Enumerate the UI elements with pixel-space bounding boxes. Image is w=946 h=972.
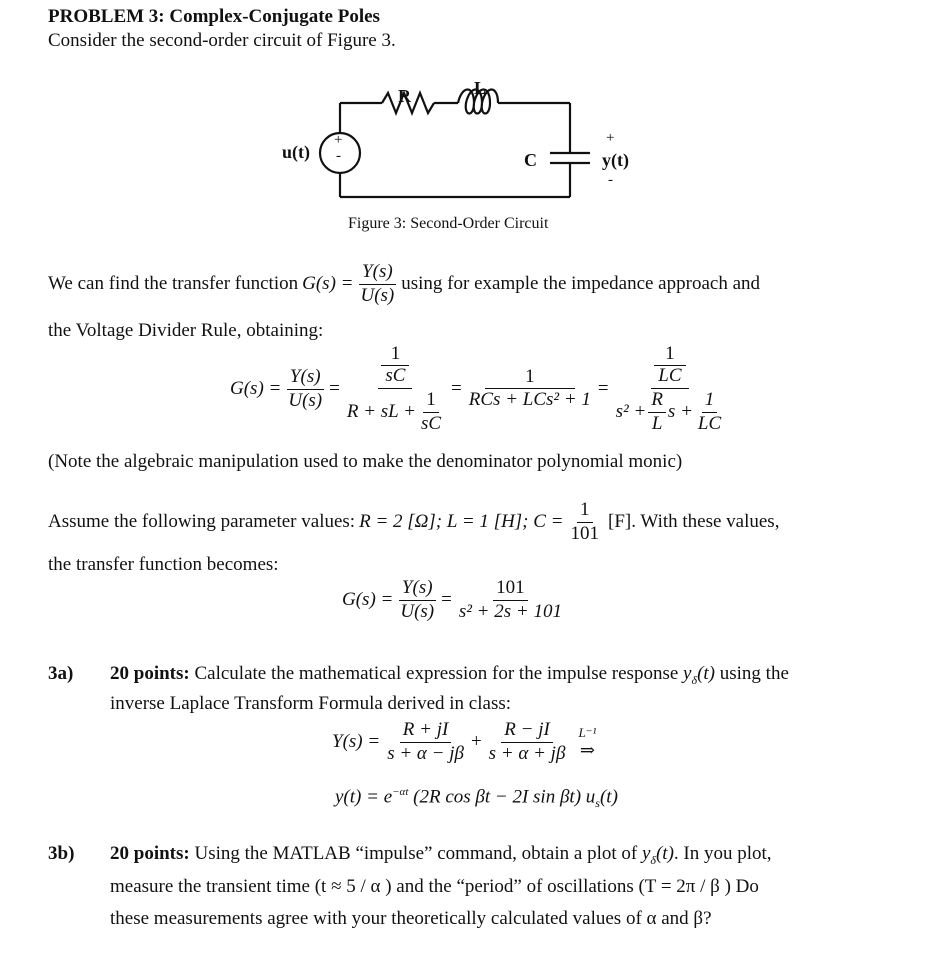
q3b-text1: Using the MATLAB “impulse” command, obtain a plot of (189, 843, 642, 864)
big-frac-4-one: 1 (665, 343, 675, 364)
big-frac-4 (613, 344, 728, 435)
source-minus: - (336, 148, 341, 164)
source-label: u(t) (282, 142, 310, 162)
output-minus: - (608, 172, 613, 188)
tf-intro-post: using for example the impedance approach and (401, 273, 760, 295)
assume-values: R = 2 [Ω]; L = 1 [H]; C = (359, 511, 564, 533)
big-frac-3 (466, 367, 594, 411)
numeric-num: 101 (493, 578, 528, 601)
inductor-label: L (474, 78, 487, 98)
big-frac-3-num: 1 (485, 367, 575, 389)
q3b-line2 (110, 876, 759, 898)
q3a-label: 3a) (48, 663, 74, 684)
capacitor-label: C (524, 150, 537, 170)
tf-becomes: the transfer function becomes: (48, 554, 279, 575)
q3a-text1: Calculate the mathematical expression for the impulse response (189, 663, 684, 684)
q3b-line3: these measurements agree with your theoretically calculated values of α and β? (110, 908, 712, 929)
q3a-Y-eq: Y(s) = $\frac{R + jI}{s + \alpha - j\beta}$ + $\frac{R - jI}{s + \alpha + j\beta}$ L⁻¹ ⇒ (332, 719, 597, 764)
tf-den: U(s) (360, 284, 395, 306)
big-frac-4-one2: 1 (702, 390, 718, 413)
q3a-arrow-label: L⁻¹ (578, 725, 597, 741)
q3a-y-eq (335, 786, 618, 811)
big-frac-2-den-sC: sC (420, 412, 442, 434)
q3b-line1: 20 points: Using the MATLAB “impulse” command, obtain a plot of $y_\delta(t)$. In you plot, (110, 843, 772, 867)
assume-post: [F]. With these values, (608, 511, 780, 533)
q3a-y-end: (t) (599, 786, 618, 808)
q3b-label: 3b) (48, 843, 75, 864)
big-frac-2-den: R + sL + (346, 400, 416, 422)
q3a-line2: inverse Laplace Transform Formula derived in class: (110, 693, 512, 714)
q3a-exp: −αt (392, 786, 409, 798)
big-G: G(s) = (230, 378, 282, 400)
q3a-points: 20 points: (110, 663, 190, 684)
big-frac-4-s2: s² + (615, 400, 647, 422)
intro-text: Consider the second-order circuit of Figure 3. (48, 30, 396, 51)
C-den: 101 (570, 522, 600, 544)
assume-pre: Assume the following parameter values: (48, 511, 356, 533)
numeric-den: s² + 2s + 101 (458, 600, 562, 622)
q3a-y-rest: (2R cos βt − 2I sin βt) u (413, 786, 596, 808)
numeric-Us: U(s) (400, 600, 435, 622)
big-frac-4-LC: LC (654, 365, 685, 387)
output-plus: + (606, 130, 615, 146)
q3a-num2: R − jI (501, 720, 553, 743)
big-frac-3-den: RCs + LCs² + 1 (468, 389, 591, 411)
q3b-text1b: . In you plot, (673, 843, 772, 864)
note-text: (Note the algebraic manipulation used to make the denominator polynomial monic) (48, 451, 683, 472)
figure-caption: Figure 3: Second-Order Circuit (348, 215, 549, 232)
vdr-line: the Voltage Divider Rule, obtaining: (48, 320, 324, 341)
implies-arrow-icon: ⇒ (579, 740, 595, 761)
resistor-label: R (398, 86, 411, 106)
assume-line (48, 500, 779, 545)
big-frac-1 (285, 367, 325, 412)
q3b-text2: measure the transient time (t (110, 876, 327, 897)
big-frac-1-num: Y(s) (287, 367, 324, 390)
tf-intro-pre: We can find the transfer function (48, 273, 299, 295)
q3a-text1b: using the (715, 663, 789, 684)
big-frac-2-sC: sC (381, 365, 409, 387)
C-fraction (568, 500, 603, 545)
big-frac-4-LC2: LC (697, 412, 722, 434)
q3a-y-eq-text: y(t) = e (335, 786, 393, 808)
numeric-tf: G(s) = $\frac{Y(s)}{U(s)}$ = $\frac{101}{\text{s² + 2s + 101}}$ (342, 578, 565, 623)
big-equation: G(s) = $\frac{Y(s)}{U(s)}$ = 1 sC R + sL + $\frac{1}{sC}$ = $\frac{1}{\text{RCs + LCs² + 1}}$ = 1 LC s² + $\frac{R}{L}$ s + $\frac{1}{LC}$ (230, 344, 727, 435)
q3a-line1: 20 points: Calculate the mathematical expression for the impulse response $y_\delta(t)$ using the (110, 663, 789, 687)
q3a-num1: R + jI (400, 720, 452, 743)
problem-title: PROBLEM 3: Complex-Conjugate Poles (48, 6, 380, 27)
source-plus: + (334, 132, 343, 148)
output-label: y(t) (602, 150, 629, 170)
big-frac-2 (344, 344, 447, 435)
tf-intro-line (48, 262, 760, 307)
big-frac-4-L: L (651, 412, 663, 434)
q3a-y-sub: s (595, 796, 600, 811)
tf-fraction (357, 262, 397, 307)
q3b-points: 20 points: (110, 843, 190, 864)
q3a-Y: Y(s) = (332, 731, 381, 753)
q3b-text2b: ≈ 5 / α ) and the “period” of oscillations (T = 2π / β ) Do (326, 876, 759, 897)
C-num: 1 (577, 500, 593, 523)
big-frac-2-den-one: 1 (423, 390, 439, 413)
q3a-den2: s + α + jβ (488, 742, 566, 764)
numeric-Ys: Y(s) (399, 578, 436, 601)
big-frac-1-den: U(s) (288, 389, 323, 411)
tf-G-label: G(s) = (302, 273, 354, 295)
big-frac-4-R: R (648, 390, 666, 413)
big-frac-4-splus: s + (667, 400, 693, 422)
tf-num: Y(s) (359, 262, 396, 285)
q3a-den1: s + α − jβ (387, 742, 464, 764)
big-frac-2-one: 1 (390, 343, 401, 364)
numeric-G: G(s) = (342, 589, 394, 611)
